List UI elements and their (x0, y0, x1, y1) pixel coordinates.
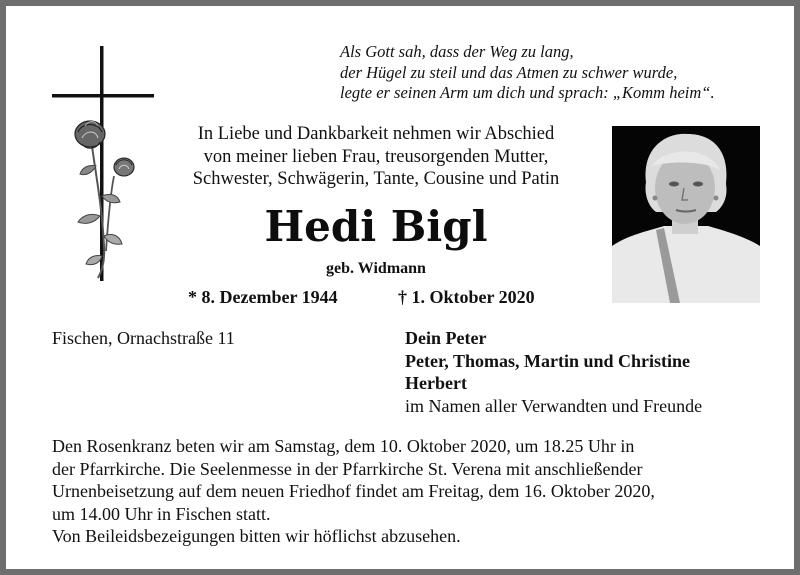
notice-line: Urnenbeisetzung auf dem neuen Friedhof findet am Freitag, dem 16. Oktober 2020, (52, 481, 655, 501)
mourner-line: Herbert (405, 373, 467, 393)
poem-line: Als Gott sah, dass der Weg zu lang, (340, 42, 574, 61)
poem-line: der Hügel zu steil und das Atmen zu schwer wurde, (340, 62, 678, 82)
maiden-name: geb. Widmann (326, 260, 426, 277)
notice-line: um 14.00 Uhr in Fischen statt. (52, 503, 271, 524)
intro-text (146, 123, 606, 191)
mourner-line: Dein Peter (405, 328, 487, 348)
intro-line: Schwester, Schwägerin, Tante, Cousine und Patin (192, 169, 560, 189)
poem (340, 42, 780, 104)
notice-line: der Pfarrkirche. Die Seelenmesse in der Pfarrkirche St. Verena mit anschließender (52, 458, 643, 479)
address: Fischen, Ornachstraße 11 (52, 328, 235, 348)
intro-line: In Liebe und Dankbarkeit nehmen wir Abschied (197, 124, 555, 144)
mourner-line: Peter, Thomas, Martin und Christine (405, 350, 691, 371)
mourners-note: im Namen aller Verwandten und Freunde (405, 395, 703, 416)
mourners-list (405, 327, 702, 417)
intro-line: von meiner lieben Frau, treusorgenden Mutter, (203, 146, 549, 167)
portrait-silhouette (612, 126, 760, 303)
poem-line: legte er seinen Arm um dich und sprach: „Komm heim“. (340, 83, 715, 102)
portrait-photo (612, 126, 760, 303)
notice-line: Den Rosenkranz beten wir am Samstag, dem 10. Oktober 2020, um 18.25 Uhr in (52, 436, 635, 456)
death-date: † 1. Oktober 2020 (398, 287, 535, 307)
notice-line: Von Beileidsbezeigungen bitten wir höflichst abzusehen. (52, 526, 461, 546)
deceased-name: Hedi Bigl (264, 202, 488, 251)
cross-with-roses-icon (52, 46, 158, 284)
birth-date: * 8. Dezember 1944 (188, 287, 338, 307)
service-notice (52, 435, 772, 548)
